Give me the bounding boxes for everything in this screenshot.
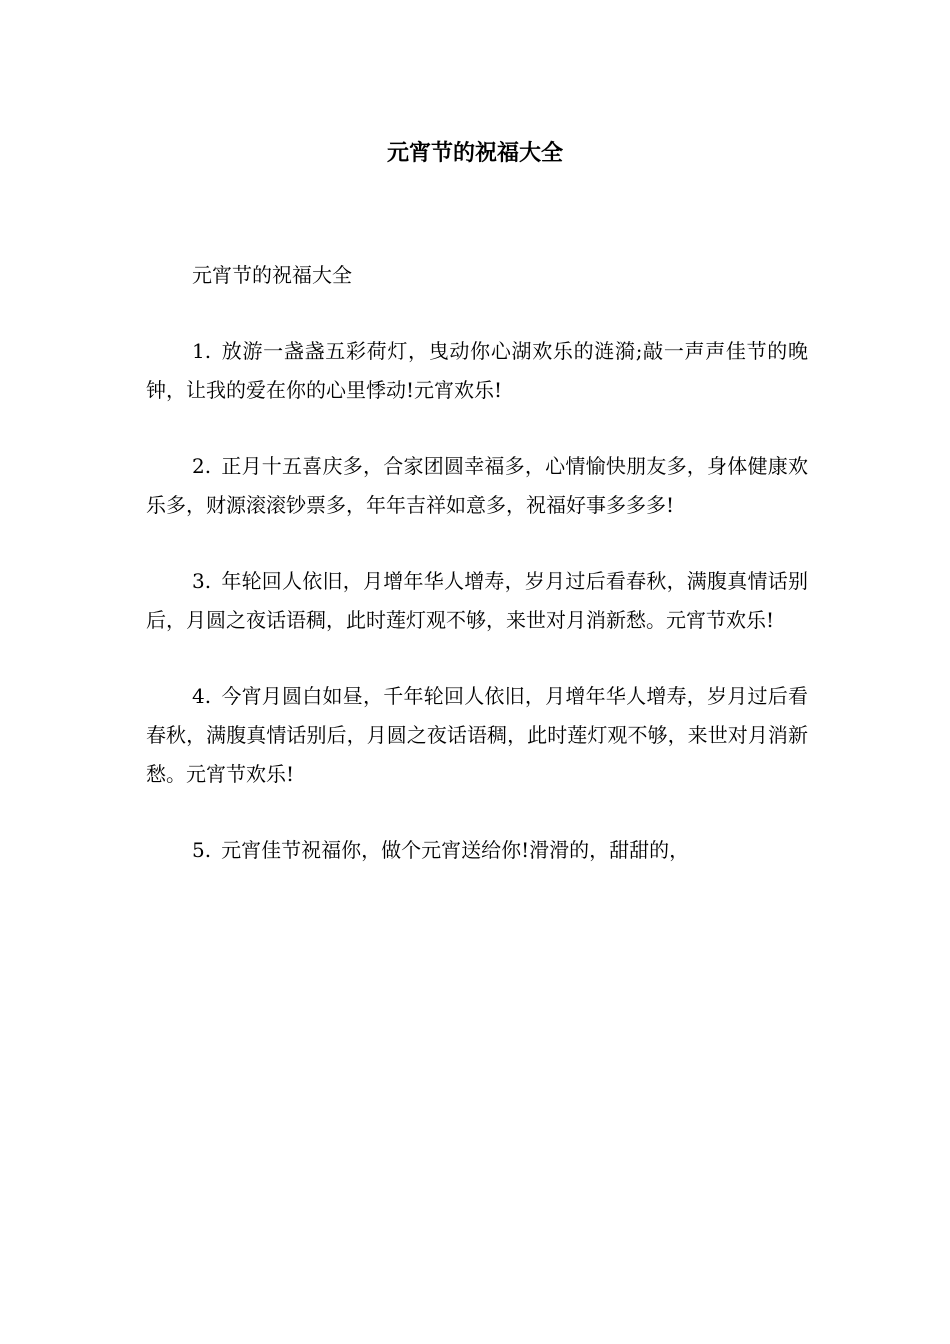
blessing-item (146, 447, 808, 525)
item-text: 正月十五喜庆多，合家团圆幸福多，心情愉快朋友多，身体健康欢乐多，财源滚滚钞票多，年年吉祥如意多，祝福好事多多多! (146, 454, 808, 517)
item-text: 放游一盏盏五彩荷灯，曳动你心湖欢乐的涟漪;敲一声声佳节的晚钟，让我的爱在你的心里悸动!元宵欢乐! (146, 339, 808, 402)
paragraph-gap (146, 525, 808, 562)
paragraph-gap (146, 794, 808, 831)
paragraph-gap (146, 410, 808, 447)
document-body (146, 256, 808, 870)
item-text: 元宵佳节祝福你，做个元宵送给你!滑滑的，甜甜的， (221, 838, 690, 862)
item-number: 4. (192, 684, 212, 708)
blessing-item (146, 677, 808, 794)
item-number: 2. (192, 454, 212, 478)
blessing-item (146, 332, 808, 410)
item-number: 5. (192, 838, 212, 862)
item-number: 1. (192, 339, 212, 363)
item-number: 3. (192, 569, 212, 593)
document-title: 元宵节的祝福大全 (386, 140, 563, 166)
paragraph-gap (146, 640, 808, 677)
item-text: 年轮回人依旧，月增年华人增寿，岁月过后看春秋，满腹真情话别后，月圆之夜话语稠，此时莲灯观不够，来世对月消新愁。元宵节欢乐! (146, 569, 808, 632)
item-text: 今宵月圆白如昼，千年轮回人依旧，月增年华人增寿，岁月过后看春秋，满腹真情话别后，月圆之夜话语稠，此时莲灯观不够，来世对月消新愁。元宵节欢乐! (146, 684, 808, 786)
blessing-item (146, 562, 808, 640)
blessing-item (146, 831, 808, 870)
document-subtitle: 元宵节的祝福大全 (192, 263, 352, 287)
paragraph-gap (146, 295, 808, 332)
